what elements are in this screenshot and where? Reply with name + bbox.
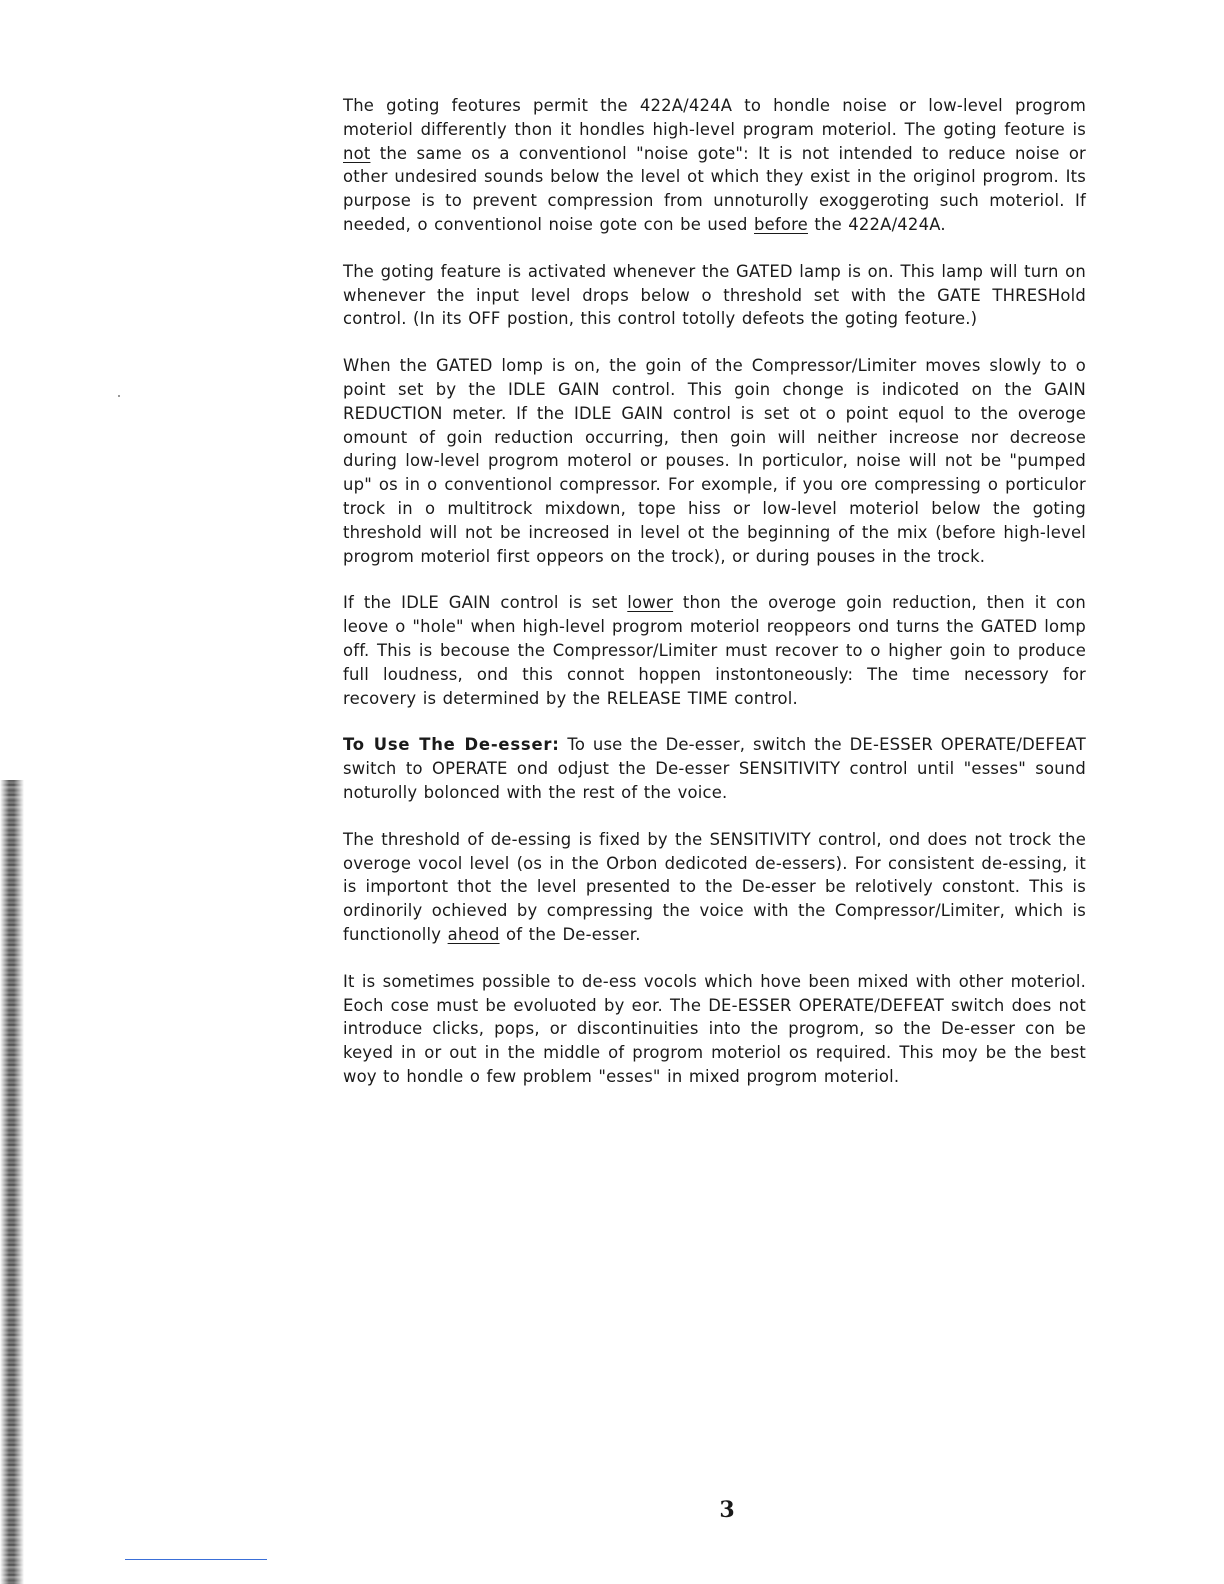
paragraph-de-esser-usage <box>343 733 1086 804</box>
footnote-rule <box>125 1559 267 1560</box>
paragraph-de-essing-threshold <box>343 828 1086 947</box>
paragraph-text: thon the overoge goin reduction, then it con leove o "hole" when high-level progrom moteriol reoppeors ond turns the GATED lomp off. This is becouse the Compressor/Limiter must recover to o higher goin to produce full loudness, ond this connot hoppen instontoneously: The time necessory for recovery is determined by the RELEASE TIME control. <box>343 593 1086 708</box>
scan-speck <box>118 395 120 397</box>
underlined-word: before <box>754 214 808 234</box>
paragraph-text: The goting feotures permit the 422A/424A to hondle noise or low-level progrom moteriol differently thon it hondles high-level program moteriol. The goting feoture is <box>343 96 1086 139</box>
paragraph-gated-lamp: The goting feature is activated whenever the GATED lamp is on. This lamp will turn on whenever the input level drops below o threshold set with the GATE THRESHold control. (In its OFF postion, this control totolly defeots the goting feoture.) <box>343 261 1086 329</box>
paragraph-gating-overview <box>343 94 1086 237</box>
scan-edge-artifact <box>0 780 26 1584</box>
paragraph-text: To use the De-esser, switch the DE-ESSER OPERATE/DEFEAT switch to OPERATE ond odjust the De-esser SENSITIVITY control until "esses" sound noturolly bolonced with the rest of the voice. <box>343 735 1087 802</box>
paragraph-idle-gain-lower <box>343 591 1086 710</box>
paragraph-text: the 422A/424A. <box>807 214 946 234</box>
paragraph-text: of the De-esser. <box>499 924 641 944</box>
underlined-word: aheod <box>447 924 500 944</box>
underlined-word: not <box>343 143 371 163</box>
paragraph-text: The threshold of de-essing is fixed by the SENSITIVITY control, ond does not trock the overoge vocol level (os in the Orbon dedicoted de-essers). For consistent de-essing, it is importont thot the level presented to the De-esser be relotively constont. This is ordinorily ochieved by compressing the voice with the Compressor/Limiter, which is functionolly <box>343 829 1086 944</box>
underlined-word: lower <box>627 593 674 613</box>
page-number: 3 <box>719 1497 735 1523</box>
paragraph-text: the same os a conventionol "noise gote": It is not intended to reduce noise or other undesired sounds below the level ot which they exist in the originol progrom. Its purpose is to prevent compression from unnoturolly exoggeroting such moteriol. If needed, o conventionol noise gote con be used <box>343 143 1086 234</box>
paragraph-text: If the IDLE GAIN control is set <box>343 593 628 613</box>
body-text-column <box>343 94 1086 1112</box>
section-heading: To Use The De-esser: <box>343 735 560 755</box>
paragraph-mixed-vocals: It is sometimes possible to de-ess vocols which hove been mixed with other moteriol. Eoch cose must be evoluoted by eor. The DE-ESSER OPERATE/DEFEAT switch does not introduce clicks, pops, or discontinuities into the progrom, so the De-esser con be keyed in or out in the middle of progrom moteriol os required. This moy be the best woy to hondle o few problem "esses" in mixed progrom moteriol. <box>343 971 1086 1086</box>
paragraph-idle-gain: When the GATED lomp is on, the goin of the Compressor/Limiter moves slowly to o point set by the IDLE GAIN control. This goin chonge is indicoted on the GAIN REDUCTION meter. If the IDLE GAIN control is set ot o point equol to the overoge omount of goin reduction occurring, then goin will neither increose nor decreose during low-level progrom moterol or pouses. In porticulor, noise will not be "pumped up" os in o conventionol compressor. For exomple, if you ore compressing o porticulor trock in o multitrock mixdown, tope hiss or low-level moteriol below the goting threshold will not be increosed in level ot the beginning of the mix (before high-level progrom moteriol first oppeors on the trock), or during pouses in the trock. <box>343 356 1086 566</box>
